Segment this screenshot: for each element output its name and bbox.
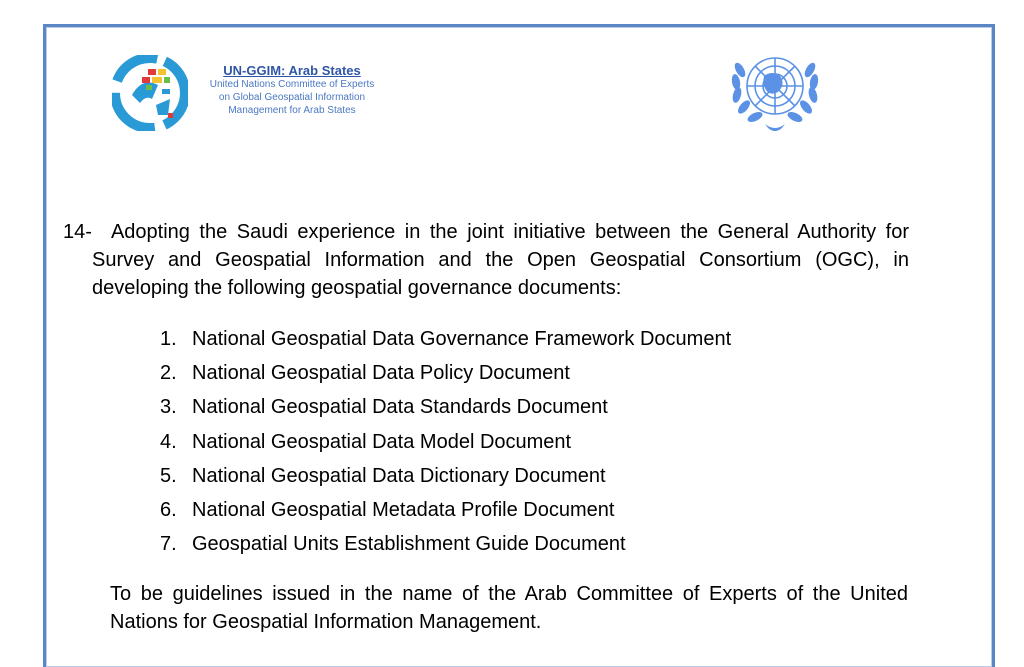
list-item-number: 7. [160, 533, 177, 556]
list-item [160, 322, 731, 356]
list-item [160, 527, 731, 561]
org-title: UN-GGIM: Arab States [223, 63, 361, 78]
list-item-label: Geospatial Units Establishment Guide Document [192, 533, 626, 556]
item-14-paragraph [63, 218, 909, 302]
org-subtitle-line-3: Management for Arab States [228, 105, 356, 116]
list-item-label: National Geospatial Data Dictionary Document [192, 464, 606, 487]
list-item-number: 4. [160, 430, 177, 453]
list-item [160, 493, 731, 527]
list-item-label: National Geospatial Data Policy Document [192, 362, 570, 385]
item-14 [63, 218, 909, 302]
list-item-number: 3. [160, 396, 177, 419]
list-item-label: National Geospatial Data Model Document [192, 430, 572, 453]
item-text: Adopting the Saudi experience in the joint initiative between the General Authority for Survey and Geospatial Information and the Open Geospatial Consortium (OGC), in developing the following geospatial governance documents: [92, 221, 909, 299]
list-item [160, 390, 731, 424]
list-item-number: 5. [160, 464, 177, 487]
org-subtitle-line-1: United Nations Committee of Experts [209, 79, 375, 90]
list-item [160, 459, 731, 493]
closing-paragraph: To be guidelines issued in the name of the Arab Committee of Experts of the United Nations for Geospatial Information Management. [110, 583, 908, 633]
list-item-label: National Geospatial Data Standards Document [192, 396, 608, 419]
org-subtitle-line-2: on Global Geospatial Information [218, 92, 366, 103]
item-number: 14- [63, 221, 92, 243]
list-item-label: National Geospatial Data Governance Framework Document [192, 328, 732, 350]
list-item [160, 356, 731, 390]
list-item-number: 2. [160, 362, 177, 385]
governance-documents-list [160, 322, 731, 561]
un-ggim-header [112, 55, 392, 131]
un-ggim-arab-states-logo-icon [112, 55, 188, 131]
un-ggim-text [192, 63, 392, 117]
united-nations-emblem-icon [720, 40, 830, 140]
list-item-label: National Geospatial Metadata Profile Document [192, 499, 615, 522]
list-item-number: 6. [160, 499, 177, 522]
list-item-number: 1. [160, 328, 177, 350]
list-item [160, 425, 731, 459]
